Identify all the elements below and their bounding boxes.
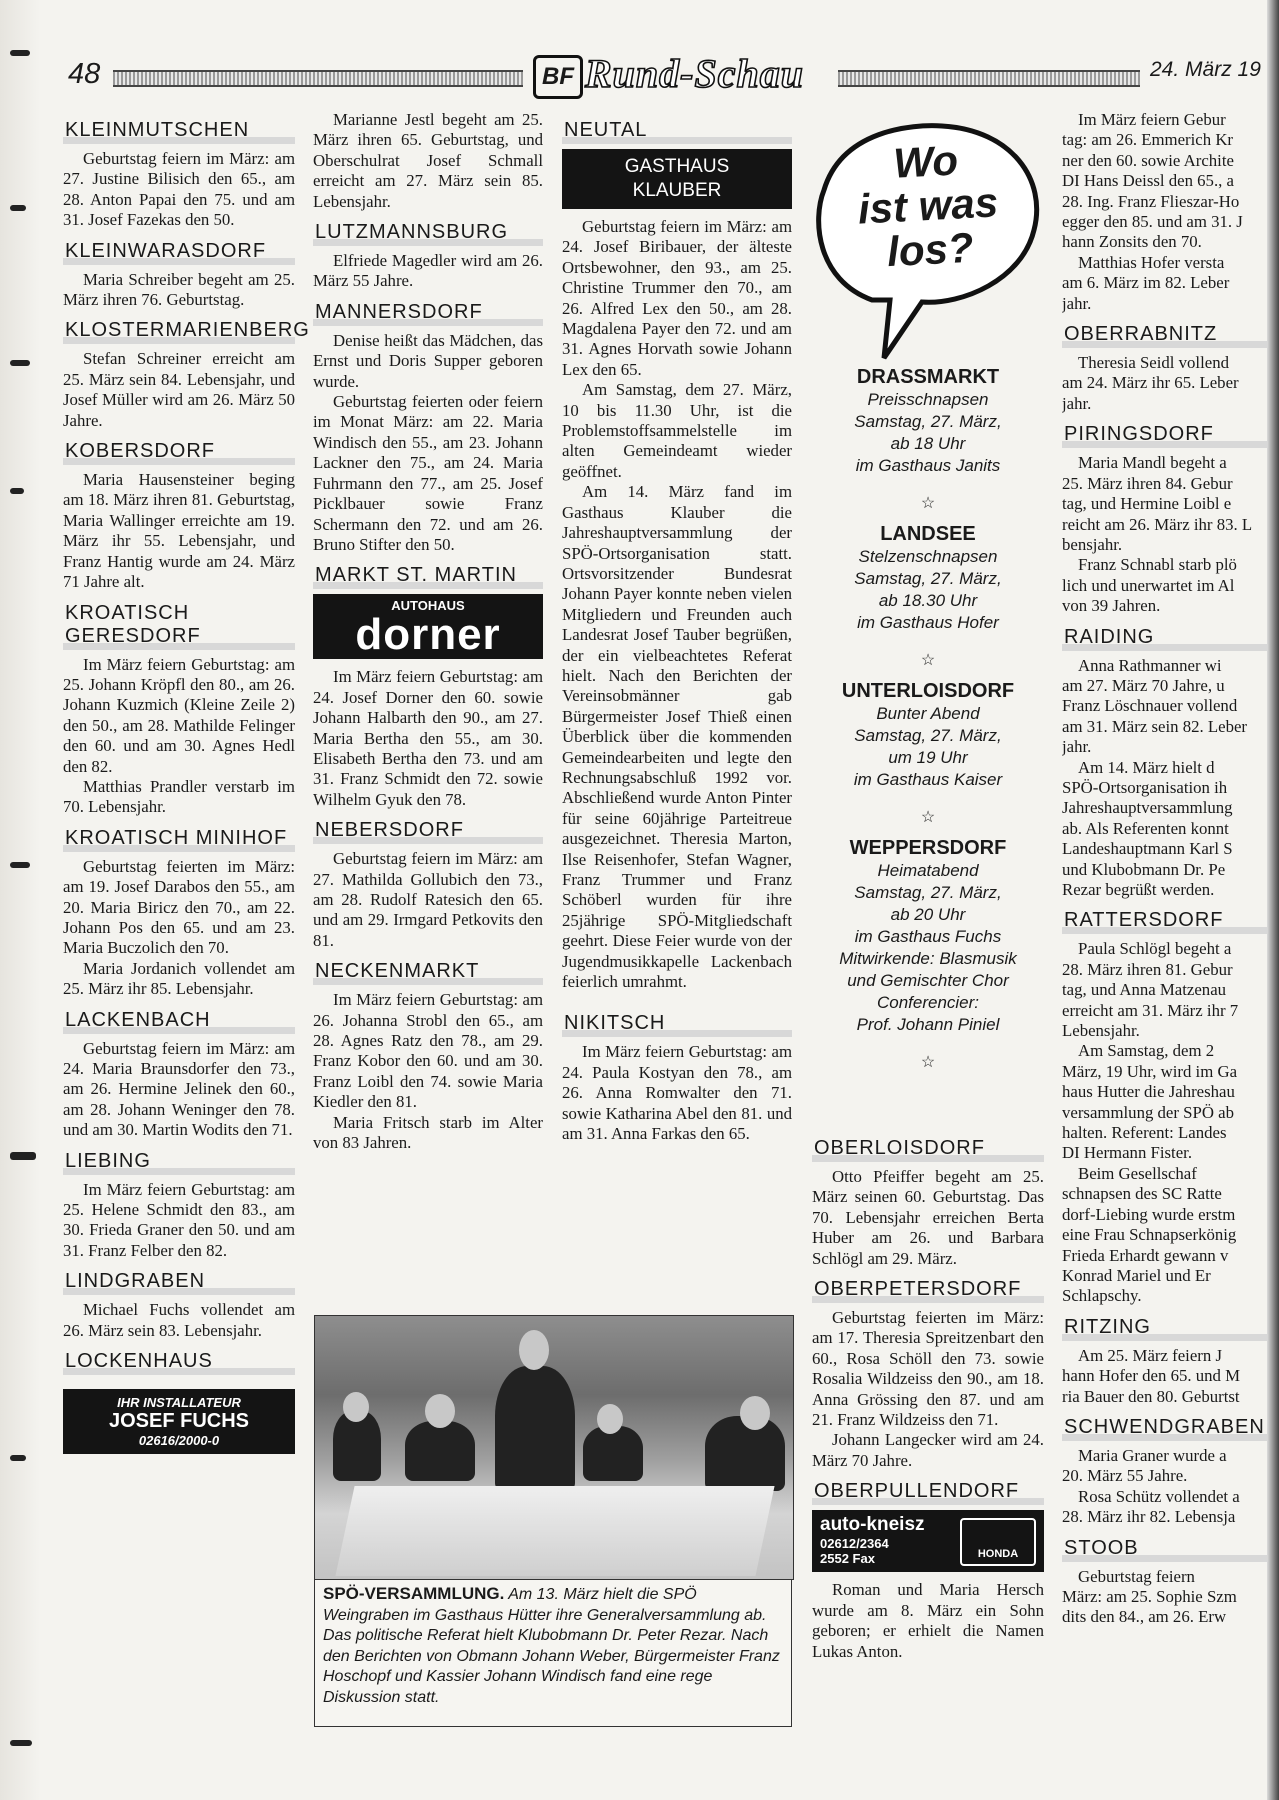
event-detail: Mitwirkende: Blasmusik <box>839 949 1017 968</box>
section-heading: RAIDING <box>1062 624 1267 651</box>
article-paragraph: Marianne Jestl begeht am 25. März ihren 65. Geburtstag, und Oberschulrat Josef Schmall erreicht am 27. März sein 85. Lebensjahr. <box>313 110 543 211</box>
column-4 <box>812 1128 1044 1662</box>
event-detail: Samstag, 27. März, <box>854 569 1002 588</box>
article-paragraph: Matthias Prandler verstarb im 70. Lebensjahr. <box>63 776 295 817</box>
person-figure <box>583 1426 643 1481</box>
article-paragraph: Geburtstag feierten oder feiern im Monat März: am 22. Maria Windisch den 55., am 23. Johann Lackner den 75., am 24. Maria Fuhrmann den 77., am 25. Josef Picklbauer sowie Franz Schermann den 72. und am 26. Bruno Stifter den 50. <box>313 392 543 554</box>
event-detail: im Gasthaus Janits <box>855 456 1001 475</box>
event-location: UNTERLOISDORF <box>841 680 1015 702</box>
article-line: 28. März ihr 82. Lebensja <box>1062 1507 1236 1527</box>
article-paragraph: Am 14. März fand im Gasthaus Klauber die Jahreshauptversammlung der SPÖ-Ortsorganisation statt. Ortsvorsitzender Bundesrat Johann Payer konnte neben vielen Mitgliedern und Freunden auch Landesrat Josef Tauber begrüßen, der ein vielbeachtetes Referat hielt. Nach den Berichten der Vereinsobmänner gab Bürgermeister Josef Thieß einen Überblick über die kommenden Gemeindearbeiten und legte den Rechnungsabschluß 1992 vor. Abschließend wurde Anton Pinter für seine 60jährige Parteitreue ausgezeichnet. Theresia Marton, Ilse Reisenhofer, Stefan Wagner, Franz Trummer und Franz Schöberl wurden für ihre 25jährige SPÖ-Mitgliedschaft geehrt. Diese Feier wurde von der Jugendmusikkapelle Lackenbach feierlich umrahmt. <box>562 482 792 992</box>
photo-spoe-meeting <box>314 1315 794 1580</box>
article-paragraph: Roman und Maria Hersch wurde am 8. März ein Sohn geboren; er erhielt die Namen Lukas Anton. <box>812 1580 1044 1661</box>
ad-kneisz-name: auto-kneisz <box>820 1514 925 1536</box>
article-line: Konrad Mariel und Er <box>1062 1265 1211 1285</box>
bubble-word-2: ist was <box>856 178 1000 233</box>
star-icon: ☆ <box>920 809 936 826</box>
article-paragraph: Geburtstag feierten im März: am 17. Theresia Spreitzenbart den 60., Rosa Schöll den 73. sowie Rosalia Wildzeiss den 90., am 18. Anna Grössing den 87. und am 21. Franz Wildzeiss den 71. <box>812 1308 1044 1430</box>
ad-klauber-line: KLAUBER <box>632 180 722 201</box>
article-line: Landeshauptmann Karl S <box>1062 839 1233 859</box>
section-heading: LOCKENHAUS <box>63 1348 295 1375</box>
article-line: dorf-Liebing wurde erstm <box>1062 1204 1236 1224</box>
article-paragraph: Geburtstag feiern im März: am 27. Mathilda Gollubich den 73., am 28. Rudolf Ratesich den 65. und am 29. Irmgard Petkovits den 81. <box>313 849 543 950</box>
article-line: und Klubobmann Dr. Pe <box>1062 859 1226 879</box>
article-paragraph: Elfriede Magedler wird am 26. März 55 Jahre. <box>313 251 543 291</box>
article-line: Lebensjahr. <box>1062 1021 1140 1041</box>
section-heading: STOOB <box>1062 1535 1267 1562</box>
event-detail: Bunter Abend <box>876 704 980 723</box>
section-heading: MANNERSDORF <box>313 299 543 326</box>
article-paragraph: Im März feiern Geburtstag: am 24. Josef Dorner den 60. sowie Johann Halbarth den 90., am 27. Maria Bertha den 55., am 30. Elisabeth Bertha den 73. und am 31. Franz Schmidt den 72. sowie Wilhelm Gyuk den 78. <box>313 667 543 809</box>
event-detail: im Gasthaus Kaiser <box>853 770 1003 789</box>
event-detail: Samstag, 27. März, <box>854 412 1002 431</box>
article-line: Beim Gesellschaf <box>1078 1163 1197 1183</box>
article-line: ria Bauer den 80. Geburtst <box>1062 1386 1240 1406</box>
masthead-title: Rund-Schau <box>585 51 804 96</box>
article-line: Am 25. März feiern J <box>1078 1345 1222 1365</box>
article-line: lich und unerwartet im Al <box>1062 575 1235 595</box>
section-heading: KROATISCH GERESDORF <box>63 600 295 650</box>
event-detail: Samstag, 27. März, <box>854 883 1002 902</box>
ad-klauber-line: GASTHAUS <box>624 156 730 177</box>
article-line: Maria Mandl begeht a <box>1078 453 1227 473</box>
ad-dorner-label: AUTOHAUS <box>391 598 465 614</box>
article-line: dits den 84., am 26. Erw <box>1062 1607 1227 1627</box>
column-3 <box>562 110 792 1144</box>
article-line: tag, und Hermine Loibl e <box>1062 494 1232 514</box>
section-heading: KOBERSDORF <box>63 438 295 465</box>
event-detail: Preisschnapsen <box>867 390 989 409</box>
section-heading: MARKT ST. MARTIN <box>313 562 543 589</box>
page-number: 48 <box>68 58 101 90</box>
event-detail: im Gasthaus Hofer <box>857 613 999 632</box>
person-head <box>425 1394 455 1428</box>
article-line: DI Hans Deissl den 65., a <box>1062 171 1234 191</box>
page-binding-edge <box>1267 0 1279 1800</box>
bubble-word-3: los? <box>885 223 975 276</box>
person-figure <box>405 1421 475 1481</box>
article-paragraph: Maria Jordanich vollendet am 25. März ihr 85. Lebensjahr. <box>63 958 295 999</box>
article-paragraph: Geburtstag feiern im März: am 24. Maria Braunsdorfer den 73., am 26. Hermine Jelinek den 60., am 28. Johann Weninger den 78. und am 30. Martin Wodits den 71. <box>63 1038 295 1140</box>
article-line: von 39 Jahren. <box>1062 596 1161 616</box>
article-line: Am 14. März hielt d <box>1078 757 1215 777</box>
section-heading: KLOSTERMARIENBERG <box>63 317 295 344</box>
article-line: Maria Graner wurde a <box>1078 1445 1227 1465</box>
article-line: Am Samstag, dem 2 <box>1078 1041 1215 1061</box>
article-line: Geburtstag feiern <box>1078 1566 1195 1586</box>
article-line: haus Hutter die Jahreshau <box>1062 1082 1235 1102</box>
article-paragraph: Geburtstag feiern im März: am 24. Josef Biribauer, der älteste Ortsbewohner, den 93., am 25. Christine Trummer den 70., am 26. Alfred Lex den 50., am 28. Magdalena Payer den 72. und am 31. Agnes Horvath sowie Johann Lex den 65. <box>562 217 792 379</box>
article-line: Matthias Hofer versta <box>1078 252 1225 272</box>
punch-mark <box>10 1455 26 1461</box>
article-line: Franz Löschnauer vollend <box>1062 696 1238 716</box>
article-line: am 6. März im 82. Leber <box>1062 273 1230 293</box>
events-list <box>812 366 1044 1072</box>
brand-logo: BF <box>533 55 583 99</box>
event-detail: im Gasthaus Fuchs <box>854 927 1002 946</box>
star-icon: ☆ <box>920 1054 936 1071</box>
article-line: tag, und Anna Matzenau <box>1062 980 1227 1000</box>
caption-headline: SPÖ-VERSAMMLUNG. <box>323 1584 505 1603</box>
article-line: Anna Rathmanner wi <box>1078 655 1222 675</box>
page-header <box>58 52 1268 100</box>
article-line: jahr. <box>1062 393 1092 413</box>
event-detail: Samstag, 27. März, <box>854 726 1002 745</box>
event-location: LANDSEE <box>880 523 976 545</box>
section-heading: OBERRABNITZ <box>1062 321 1267 348</box>
person-head <box>343 1392 369 1422</box>
article-paragraph: Maria Fritsch starb im Alter von 83 Jahren. <box>313 1112 543 1153</box>
event-detail: ab 18.30 Uhr <box>878 591 978 610</box>
article-line: DI Hermann Fister. <box>1062 1143 1193 1163</box>
article-paragraph: Johann Langecker wird am 24. März 70 Jahre. <box>812 1430 1044 1470</box>
punch-mark <box>10 205 26 211</box>
star-icon: ☆ <box>920 495 936 512</box>
event-detail: ab 18 Uhr <box>890 434 966 453</box>
section-heading: OBERPETERSDORF <box>812 1276 1044 1303</box>
event-detail: Conferencier: <box>876 993 980 1012</box>
article-line: bensjahr. <box>1062 534 1123 554</box>
section-heading: LUTZMANNSBURG <box>313 219 543 246</box>
article-paragraph: Maria Hausensteiner beging am 18. März ihren 81. Geburtstag, Maria Wallinger erreichte am 19. März ihr 55. Lebensjahr, und Franz Hantig wurde am 24. März 71 Jahre alt. <box>63 470 295 592</box>
article-paragraph: Im März feiern Geburtstag: am 24. Paula Kostyan den 78., am 26. Anna Romwalter den 71. sowie Katharina Abel den 81. und am 31. Anna Farkas den 65. <box>562 1042 792 1144</box>
page-gutter <box>0 0 40 1800</box>
punch-mark <box>10 488 24 494</box>
article-line: jahr. <box>1062 737 1092 757</box>
section-heading: NECKENMARKT <box>313 958 543 985</box>
event-detail: um 19 Uhr <box>888 748 968 767</box>
article-line: eine Frau Schnapserkönig <box>1062 1225 1237 1245</box>
article-line: 25. März ihren 84. Gebur <box>1062 473 1233 493</box>
speech-bubble <box>812 110 1044 360</box>
ad-fuchs-phone: 02616/2000-0 <box>138 1433 220 1449</box>
section-heading: OBERPULLENDORF <box>812 1478 1044 1505</box>
article-paragraph: Otto Pfeiffer begeht am 25. März seinen 60. Geburtstag. Das 70. Lebensjahr erreichen Berta Huber am 26. und Barbara Schlögl am 29. März. <box>812 1167 1044 1268</box>
event-location: DRASSMARKT <box>856 366 1000 388</box>
article-line: ner den 60. sowie Archite <box>1062 150 1234 170</box>
ad-dorner-name: dorner <box>355 610 501 660</box>
bubble-word-1: Wo <box>892 136 960 187</box>
article-line: jahr. <box>1062 293 1092 313</box>
article-paragraph: Geburtstag feierten im März: am 19. Josef Darabos den 55., am 20. Maria Biricz den 70., am 22. Johann Pos den 65. und am 23. Maria Buczolich den 70. <box>63 856 295 958</box>
section-heading: NIKITSCH <box>562 1010 792 1037</box>
section-heading: KLEINWARASDORF <box>63 238 295 265</box>
ad-kneisz-fax: 2552 Fax <box>820 1551 875 1567</box>
punch-mark <box>10 1152 36 1160</box>
person-figure <box>705 1416 785 1491</box>
article-paragraph: Am Samstag, dem 27. März, 10 bis 11.30 Uhr, ist die Problemstoffsammelstelle im alten Gemeindeamt wieder geöffnet. <box>562 380 792 481</box>
article-line: schnapsen des SC Ratte <box>1062 1184 1222 1204</box>
punch-mark <box>10 360 30 366</box>
column-1 <box>63 110 310 1462</box>
person-head <box>740 1396 770 1430</box>
person-head <box>519 1330 549 1370</box>
ad-autohaus-dorner[interactable] <box>313 594 543 659</box>
punch-mark <box>10 1740 32 1746</box>
column-2 <box>313 110 543 1153</box>
article-line: Franz Schnabl starb plö <box>1078 555 1237 575</box>
photo-caption <box>314 1579 792 1727</box>
article-line: versammlung der SPÖ ab <box>1062 1102 1234 1122</box>
event-detail: und Gemischter Chor <box>847 971 1009 990</box>
article-line: Schlapschy. <box>1062 1286 1142 1306</box>
article-line: am 31. März sein 82. Leber <box>1062 716 1247 736</box>
event-detail: ab 20 Uhr <box>890 905 966 924</box>
article-line: egger den 85. und am 31. J <box>1062 212 1243 232</box>
article-line: März: am 25. Sophie Szm <box>1062 1586 1237 1606</box>
header-rule <box>838 70 1140 87</box>
article-line: Paula Schlögl begeht a <box>1078 939 1232 959</box>
events-box <box>812 110 1044 1082</box>
article-line: Rezar begrüßt werden. <box>1062 880 1215 899</box>
article-paragraph: Maria Schreiber begeht am 25. März ihren 76. Geburtstag. <box>63 269 295 310</box>
article-paragraph: Geburtstag feiern im März: am 27. Justine Bilisich den 65., am 28. Anton Papai den 75. und am 31. Josef Fazekas den 50. <box>63 149 295 230</box>
column-5 <box>1062 110 1267 1628</box>
article-line: Frieda Erhardt gewann v <box>1062 1245 1229 1265</box>
article-line: halten. Referent: Landes <box>1062 1123 1227 1143</box>
article-line: erreicht am 31. März ihr 7 <box>1062 1000 1239 1020</box>
section-heading: NEUTAL <box>562 117 792 144</box>
event-detail: Stelzenschnapsen <box>858 547 998 566</box>
article-line: hann Zonsits den 70. <box>1062 232 1202 252</box>
article-paragraph: Denise heißt das Mädchen, das Ernst und Doris Supper geboren wurde. <box>313 330 543 391</box>
article-line: reicht am 26. März ihr 83. L <box>1062 514 1253 534</box>
section-heading: NEBERSDORF <box>313 817 543 844</box>
article-line: ab. Als Referenten konnt <box>1062 818 1229 838</box>
article-paragraph: Im März feiern Geburtstag: am 25. Johann Kröpfl den 80., am 26. Johann Kuzmich (Kleine Zeile 2) den 50., am 28. Mathilde Felinger den 60. und am 30. Agnes Hedl den 82. <box>63 654 295 776</box>
ad-gasthaus-klauber[interactable] <box>562 149 792 209</box>
article-line: 28. Ing. Franz Flieszar-Ho <box>1062 191 1240 211</box>
event-detail: Prof. Johann Piniel <box>856 1015 1000 1034</box>
article-line: SPÖ-Ortsorganisation ih <box>1062 777 1228 797</box>
honda-logo-icon: HONDA <box>960 1518 1036 1566</box>
article-line: Rosa Schütz vollendet a <box>1078 1486 1240 1506</box>
header-rule <box>113 70 523 87</box>
article-line: am 24. März ihr 65. Leber <box>1062 373 1239 393</box>
punch-mark <box>10 50 30 56</box>
section-heading: LINDGRABEN <box>63 1268 295 1295</box>
article-line: tag: am 26. Emmerich Kr <box>1062 130 1234 150</box>
section-heading: KLEINMUTSCHEN <box>63 117 295 144</box>
caption-text: Am 13. März hielt die SPÖ Weingraben im Gasthaus Hütter ihre Generalversammlung ab. Das politische Referat hielt Klubobmann Dr. Peter Rezar. Nach den Berichten von Obmann Johann Weber, Bürgermeister Franz Hoschopf und Kassier Johann Windisch fand eine rege Diskussion statt. <box>323 1586 780 1706</box>
punch-mark <box>10 862 30 868</box>
article-line: Jahreshauptversammlung <box>1062 798 1233 818</box>
section-heading: SCHWENDGRABEN <box>1062 1414 1267 1441</box>
article-line: am 27. März 70 Jahre, u <box>1062 675 1225 695</box>
article-paragraph: Michael Fuchs vollendet am 26. März sein 83. Lebensjahr. <box>63 1300 295 1340</box>
article-line: 28. März ihren 81. Gebur <box>1062 959 1233 979</box>
section-heading: LIEBING <box>63 1148 295 1175</box>
article-paragraph: Im März feiern Geburtstag: am 26. Johanna Strobl den 65., am 28. Agnes Ratz den 78., am 29. Franz Kobor den 60. und am 30. Franz Loibl den 74. sowie Maria Kiedler den 81. <box>313 990 543 1112</box>
article-line: Im März feiern Gebur <box>1078 110 1226 129</box>
ad-kneisz-phone: 02612/2364 <box>820 1536 889 1552</box>
ad-josef-fuchs[interactable] <box>63 1389 295 1454</box>
article-line: hann Hofer den 65. und M <box>1062 1366 1241 1386</box>
article-paragraph: Stefan Schreiner erreicht am 25. März sein 84. Lebensjahr, und Josef Müller wird am 26. März 50 Jahre. <box>63 349 295 430</box>
issue-date: 24. März 19 <box>1150 58 1261 81</box>
person-head <box>597 1404 623 1434</box>
section-heading: RATTERSDORF <box>1062 907 1267 934</box>
star-icon: ☆ <box>920 652 936 669</box>
section-heading: PIRINGSDORF <box>1062 421 1267 448</box>
ad-fuchs-name: JOSEF FUCHS <box>108 1410 250 1433</box>
ad-fuchs-tagline: IHR INSTALLATEUR <box>117 1395 241 1411</box>
section-heading: LACKENBACH <box>63 1007 295 1034</box>
event-detail: Heimatabend <box>877 861 979 880</box>
article-paragraph: Im März feiern Geburtstag: am 25. Helene Schmidt den 83., am 30. Frieda Graner den 50. und am 31. Franz Felber den 82. <box>63 1179 295 1260</box>
section-heading: KROATISCH MINIHOF <box>63 825 295 852</box>
person-figure <box>495 1366 575 1491</box>
meeting-table <box>335 1486 774 1576</box>
event-location: WEPPERSDORF <box>849 837 1007 859</box>
article-line: 20. März 55 Jahre. <box>1062 1466 1188 1486</box>
article-line: Theresia Seidl vollend <box>1078 353 1229 373</box>
section-heading: RITZING <box>1062 1314 1267 1341</box>
article-line: März, 19 Uhr, wird im Ga <box>1062 1061 1238 1081</box>
ad-auto-kneisz[interactable] <box>812 1510 1044 1572</box>
section-heading: OBERLOISDORF <box>812 1135 1044 1162</box>
